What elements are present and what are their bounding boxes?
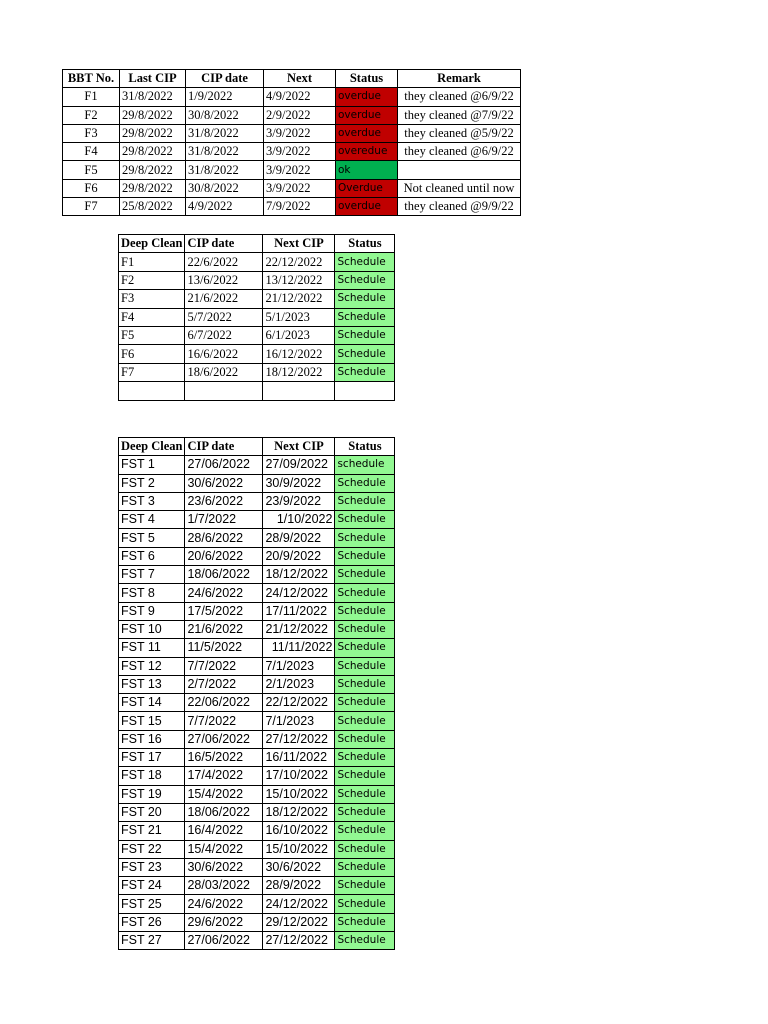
deep-clean-name-cell[interactable]: FST 12 [119, 657, 185, 675]
table-row [119, 803, 395, 821]
cip-date-cell[interactable]: 1/7/2022 [185, 511, 263, 529]
cip-date-cell[interactable]: 24/6/2022 [185, 895, 263, 913]
status-cell[interactable] [335, 382, 395, 400]
next-cell[interactable]: 2/9/2022 [264, 106, 336, 124]
deep-clean-fst-table [118, 437, 395, 950]
table-row [119, 511, 395, 529]
cip-date-cell[interactable]: 29/6/2022 [185, 913, 263, 931]
table-row [119, 345, 395, 363]
remark-cell[interactable]: they cleaned @7/9/22 [398, 106, 521, 124]
bbt-no-cell[interactable]: F6 [63, 179, 120, 197]
status-cell[interactable]: Schedule [335, 657, 395, 675]
table-row [119, 840, 395, 858]
cip-date-cell[interactable]: 20/6/2022 [185, 547, 263, 565]
table-row [63, 198, 521, 216]
cip-date-cell[interactable]: 11/5/2022 [185, 639, 263, 657]
table-row [119, 657, 395, 675]
deep-clean-name-cell[interactable]: FST 6 [119, 547, 185, 565]
next-cip-cell[interactable]: 16/11/2022 [263, 749, 335, 767]
next-cip-cell[interactable]: 24/12/2022 [263, 584, 335, 602]
deep-clean-name-cell[interactable]: F4 [119, 308, 185, 326]
next-cip-cell[interactable]: 20/9/2022 [263, 547, 335, 565]
table-row [119, 602, 395, 620]
status-cell[interactable]: Schedule [335, 271, 395, 289]
column-header[interactable]: Status [336, 70, 398, 88]
status-cell[interactable]: overdue [336, 106, 398, 124]
table-row [63, 88, 521, 106]
deep-clean-name-cell[interactable] [119, 382, 185, 400]
status-cell[interactable]: overedue [336, 143, 398, 161]
next-cip-cell[interactable]: 22/12/2022 [263, 694, 335, 712]
next-cip-cell[interactable]: 18/12/2022 [263, 803, 335, 821]
cip-date-cell[interactable]: 16/4/2022 [185, 822, 263, 840]
deep-clean-name-cell[interactable]: FST 22 [119, 840, 185, 858]
deep-clean-name-cell[interactable]: F1 [119, 253, 185, 271]
next-cip-cell[interactable]: 16/10/2022 [263, 822, 335, 840]
next-cell[interactable]: 3/9/2022 [264, 161, 336, 179]
table-row [119, 584, 395, 602]
table-row [63, 143, 521, 161]
remark-cell[interactable] [398, 161, 521, 179]
next-cip-cell[interactable]: 7/1/2023 [263, 712, 335, 730]
column-header[interactable]: Remark [398, 70, 521, 88]
cip-date-cell[interactable]: 16/6/2022 [185, 345, 263, 363]
next-cip-cell[interactable]: 28/9/2022 [263, 877, 335, 895]
cip-date-cell[interactable]: 18/6/2022 [185, 363, 263, 381]
status-cell[interactable]: Overdue [336, 179, 398, 197]
column-header[interactable]: Status [335, 235, 395, 253]
next-cip-cell[interactable]: 28/9/2022 [263, 529, 335, 547]
deep-clean-name-cell[interactable]: FST 17 [119, 749, 185, 767]
deep-clean-name-cell[interactable]: FST 19 [119, 785, 185, 803]
table-row [119, 363, 395, 381]
table-row [63, 179, 521, 197]
table-header-row [119, 235, 395, 253]
status-cell[interactable]: Schedule [335, 584, 395, 602]
next-cip-cell[interactable]: 27/12/2022 [263, 932, 335, 950]
cip-date-cell[interactable]: 5/7/2022 [185, 308, 263, 326]
remark-cell[interactable]: they cleaned @9/9/22 [398, 198, 521, 216]
last-cip-cell[interactable]: 29/8/2022 [120, 143, 186, 161]
cip-date-cell[interactable]: 6/7/2022 [185, 326, 263, 344]
table-row [63, 124, 521, 142]
deep-clean-name-cell[interactable]: FST 24 [119, 877, 185, 895]
column-header[interactable]: Last CIP [120, 70, 186, 88]
cip-date-cell[interactable]: 4/9/2022 [186, 198, 264, 216]
table-row [63, 161, 521, 179]
cip-date-cell[interactable]: 30/8/2022 [186, 106, 264, 124]
next-cip-cell[interactable] [263, 382, 335, 400]
next-cip-cell[interactable]: 30/9/2022 [263, 474, 335, 492]
next-cip-cell[interactable]: 23/9/2022 [263, 492, 335, 510]
status-cell[interactable]: overdue [336, 124, 398, 142]
status-cell[interactable]: Schedule [335, 840, 395, 858]
last-cip-cell[interactable]: 29/8/2022 [120, 124, 186, 142]
next-cip-cell[interactable]: 27/09/2022 [263, 456, 335, 474]
cip-date-cell[interactable]: 15/4/2022 [185, 785, 263, 803]
table-row [119, 382, 395, 400]
deep-clean-name-cell[interactable]: FST 18 [119, 767, 185, 785]
status-cell[interactable]: Schedule [335, 730, 395, 748]
status-cell[interactable]: Schedule [335, 639, 395, 657]
bbt-no-cell[interactable]: F7 [63, 198, 120, 216]
status-cell[interactable]: Schedule [335, 547, 395, 565]
cip-date-cell[interactable]: 2/7/2022 [185, 675, 263, 693]
next-cip-cell[interactable]: 18/12/2022 [263, 566, 335, 584]
deep-clean-name-cell[interactable]: F6 [119, 345, 185, 363]
table-header-row [119, 438, 395, 456]
cip-date-cell[interactable]: 21/6/2022 [185, 290, 263, 308]
status-cell[interactable]: Schedule [335, 803, 395, 821]
deep-clean-name-cell[interactable]: F5 [119, 326, 185, 344]
cip-date-cell[interactable]: 27/06/2022 [185, 456, 263, 474]
table-row [119, 913, 395, 931]
status-cell[interactable]: overdue [336, 198, 398, 216]
next-cell[interactable]: 3/9/2022 [264, 124, 336, 142]
column-header[interactable]: CIP date [185, 235, 263, 253]
next-cip-cell[interactable]: 18/12/2022 [263, 363, 335, 381]
table-row [119, 456, 395, 474]
deep-clean-name-cell[interactable]: F7 [119, 363, 185, 381]
status-cell[interactable]: Schedule [335, 767, 395, 785]
cip-date-cell[interactable]: 21/6/2022 [185, 620, 263, 638]
table-row [119, 675, 395, 693]
status-cell[interactable]: Schedule [335, 913, 395, 931]
deep-clean-name-cell[interactable]: FST 16 [119, 730, 185, 748]
deep-clean-name-cell[interactable]: FST 5 [119, 529, 185, 547]
remark-cell[interactable]: they cleaned @5/9/22 [398, 124, 521, 142]
next-cip-cell[interactable]: 15/10/2022 [263, 785, 335, 803]
cip-date-cell[interactable]: 27/06/2022 [185, 932, 263, 950]
table-row [119, 492, 395, 510]
next-cell[interactable]: 3/9/2022 [264, 179, 336, 197]
next-cip-cell[interactable]: 17/11/2022 [263, 602, 335, 620]
next-cip-cell[interactable]: 6/1/2023 [263, 326, 335, 344]
table-row [119, 271, 395, 289]
table-row [119, 785, 395, 803]
status-cell[interactable]: Schedule [335, 675, 395, 693]
next-cell[interactable]: 7/9/2022 [264, 198, 336, 216]
status-cell[interactable]: Schedule [335, 602, 395, 620]
next-cip-cell[interactable]: 1/10/2022 [263, 511, 335, 529]
cip-date-cell[interactable]: 1/9/2022 [186, 88, 264, 106]
deep-clean-name-cell[interactable]: FST 10 [119, 620, 185, 638]
next-cip-cell[interactable]: 27/12/2022 [263, 730, 335, 748]
next-cell[interactable]: 4/9/2022 [264, 88, 336, 106]
table-header-row [63, 70, 521, 88]
status-cell[interactable]: Schedule [335, 932, 395, 950]
last-cip-cell[interactable]: 25/8/2022 [120, 198, 186, 216]
table-row [119, 694, 395, 712]
cip-date-cell[interactable]: 18/06/2022 [185, 566, 263, 584]
table-row [119, 877, 395, 895]
deep-clean-f-table [118, 234, 395, 401]
deep-clean-name-cell[interactable]: FST 14 [119, 694, 185, 712]
status-cell[interactable]: Schedule [335, 308, 395, 326]
table-row [119, 932, 395, 950]
status-cell[interactable]: Schedule [335, 895, 395, 913]
deep-clean-name-cell[interactable]: FST 21 [119, 822, 185, 840]
status-cell[interactable]: Schedule [335, 749, 395, 767]
status-cell[interactable]: Schedule [335, 620, 395, 638]
last-cip-cell[interactable]: 31/8/2022 [120, 88, 186, 106]
next-cip-cell[interactable]: 15/10/2022 [263, 840, 335, 858]
table-row [119, 547, 395, 565]
cip-date-cell[interactable]: 30/6/2022 [185, 858, 263, 876]
next-cip-cell[interactable]: 22/12/2022 [263, 253, 335, 271]
next-cip-cell[interactable]: 7/1/2023 [263, 657, 335, 675]
column-header[interactable]: Next CIP [263, 235, 335, 253]
table-row [119, 858, 395, 876]
table-row [119, 749, 395, 767]
table-row [119, 308, 395, 326]
deep-clean-name-cell[interactable]: F2 [119, 271, 185, 289]
status-cell[interactable]: ok [336, 161, 398, 179]
column-header[interactable]: Next [264, 70, 336, 88]
deep-clean-name-cell[interactable]: FST 20 [119, 803, 185, 821]
table-row [119, 730, 395, 748]
column-header[interactable]: Next CIP [263, 438, 335, 456]
cip-date-cell[interactable]: 17/4/2022 [185, 767, 263, 785]
table-row [63, 106, 521, 124]
column-header[interactable]: Deep Clean [119, 438, 185, 456]
status-cell[interactable]: Schedule [335, 529, 395, 547]
next-cip-cell[interactable]: 2/1/2023 [263, 675, 335, 693]
cip-date-cell[interactable]: 31/8/2022 [186, 124, 264, 142]
column-header[interactable]: CIP date [185, 438, 263, 456]
status-cell[interactable]: Schedule [335, 474, 395, 492]
column-header[interactable]: BBT No. [63, 70, 120, 88]
status-cell[interactable]: Schedule [335, 253, 395, 271]
deep-clean-name-cell[interactable]: FST 15 [119, 712, 185, 730]
table-row [119, 326, 395, 344]
table-row [119, 253, 395, 271]
cip-date-cell[interactable]: 30/8/2022 [186, 179, 264, 197]
status-cell[interactable]: Schedule [335, 822, 395, 840]
table-row [119, 822, 395, 840]
bbt-no-cell[interactable]: F3 [63, 124, 120, 142]
column-header[interactable]: CIP date [186, 70, 264, 88]
table-row [119, 566, 395, 584]
table-row [119, 620, 395, 638]
status-cell[interactable]: Schedule [335, 290, 395, 308]
status-cell[interactable]: Schedule [335, 858, 395, 876]
cip-date-cell[interactable]: 13/6/2022 [185, 271, 263, 289]
table-row [119, 529, 395, 547]
cip-date-cell[interactable]: 30/6/2022 [185, 474, 263, 492]
cip-date-cell[interactable]: 31/8/2022 [186, 143, 264, 161]
next-cip-cell[interactable]: 11/11/2022 [263, 639, 335, 657]
status-cell[interactable]: Schedule [335, 326, 395, 344]
next-cip-cell[interactable]: 29/12/2022 [263, 913, 335, 931]
bbt-no-cell[interactable]: F4 [63, 143, 120, 161]
deep-clean-name-cell[interactable]: FST 11 [119, 639, 185, 657]
remark-cell[interactable]: they cleaned @6/9/22 [398, 143, 521, 161]
cip-date-cell[interactable]: 27/06/2022 [185, 730, 263, 748]
next-cip-cell[interactable]: 13/12/2022 [263, 271, 335, 289]
deep-clean-name-cell[interactable]: FST 8 [119, 584, 185, 602]
deep-clean-name-cell[interactable]: FST 1 [119, 456, 185, 474]
table-row [119, 290, 395, 308]
deep-clean-name-cell[interactable]: FST 7 [119, 566, 185, 584]
status-cell[interactable]: Schedule [335, 877, 395, 895]
cip-date-cell[interactable]: 22/6/2022 [185, 253, 263, 271]
deep-clean-name-cell[interactable]: FST 2 [119, 474, 185, 492]
cip-date-cell[interactable]: 28/6/2022 [185, 529, 263, 547]
table-row [119, 712, 395, 730]
status-cell[interactable]: Schedule [335, 694, 395, 712]
status-cell[interactable]: Schedule [335, 345, 395, 363]
cip-date-cell[interactable]: 7/7/2022 [185, 657, 263, 675]
deep-clean-name-cell[interactable]: FST 9 [119, 602, 185, 620]
next-cip-cell[interactable]: 30/6/2022 [263, 858, 335, 876]
cip-date-cell[interactable]: 31/8/2022 [186, 161, 264, 179]
cip-date-cell[interactable]: 28/03/2022 [185, 877, 263, 895]
status-cell[interactable]: schedule [335, 456, 395, 474]
status-cell[interactable]: Schedule [335, 566, 395, 584]
bbt-no-cell[interactable]: F2 [63, 106, 120, 124]
cip-date-cell[interactable] [185, 382, 263, 400]
cip-date-cell[interactable]: 22/06/2022 [185, 694, 263, 712]
status-cell[interactable]: Schedule [335, 511, 395, 529]
deep-clean-name-cell[interactable]: FST 27 [119, 932, 185, 950]
last-cip-cell[interactable]: 29/8/2022 [120, 161, 186, 179]
cip-date-cell[interactable]: 23/6/2022 [185, 492, 263, 510]
remark-cell[interactable]: they cleaned @6/9/22 [398, 88, 521, 106]
deep-clean-name-cell[interactable]: FST 23 [119, 858, 185, 876]
bbt-no-cell[interactable]: F5 [63, 161, 120, 179]
column-header[interactable]: Deep Clean [119, 235, 185, 253]
table-row [119, 639, 395, 657]
deep-clean-name-cell[interactable]: FST 25 [119, 895, 185, 913]
deep-clean-name-cell[interactable]: F3 [119, 290, 185, 308]
status-cell[interactable]: Schedule [335, 785, 395, 803]
deep-clean-name-cell[interactable]: FST 3 [119, 492, 185, 510]
deep-clean-name-cell[interactable]: FST 26 [119, 913, 185, 931]
next-cip-cell[interactable]: 17/10/2022 [263, 767, 335, 785]
status-cell[interactable]: Schedule [335, 492, 395, 510]
next-cip-cell[interactable]: 5/1/2023 [263, 308, 335, 326]
status-cell[interactable]: Schedule [335, 712, 395, 730]
bbt-cip-table [62, 69, 521, 216]
column-header[interactable]: Status [335, 438, 395, 456]
next-cip-cell[interactable]: 24/12/2022 [263, 895, 335, 913]
next-cip-cell[interactable]: 21/12/2022 [263, 620, 335, 638]
status-cell[interactable]: overdue [336, 88, 398, 106]
table-row [119, 895, 395, 913]
next-cell[interactable]: 3/9/2022 [264, 143, 336, 161]
last-cip-cell[interactable]: 29/8/2022 [120, 106, 186, 124]
next-cip-cell[interactable]: 16/12/2022 [263, 345, 335, 363]
bbt-no-cell[interactable]: F1 [63, 88, 120, 106]
cip-date-cell[interactable]: 7/7/2022 [185, 712, 263, 730]
deep-clean-name-cell[interactable]: FST 4 [119, 511, 185, 529]
cip-date-cell[interactable]: 15/4/2022 [185, 840, 263, 858]
cip-date-cell[interactable]: 18/06/2022 [185, 803, 263, 821]
table-row [119, 767, 395, 785]
cip-date-cell[interactable]: 24/6/2022 [185, 584, 263, 602]
remark-cell[interactable]: Not cleaned until now [398, 179, 521, 197]
status-cell[interactable]: Schedule [335, 363, 395, 381]
cip-date-cell[interactable]: 16/5/2022 [185, 749, 263, 767]
deep-clean-name-cell[interactable]: FST 13 [119, 675, 185, 693]
last-cip-cell[interactable]: 29/8/2022 [120, 179, 186, 197]
next-cip-cell[interactable]: 21/12/2022 [263, 290, 335, 308]
table-row [119, 474, 395, 492]
cip-date-cell[interactable]: 17/5/2022 [185, 602, 263, 620]
